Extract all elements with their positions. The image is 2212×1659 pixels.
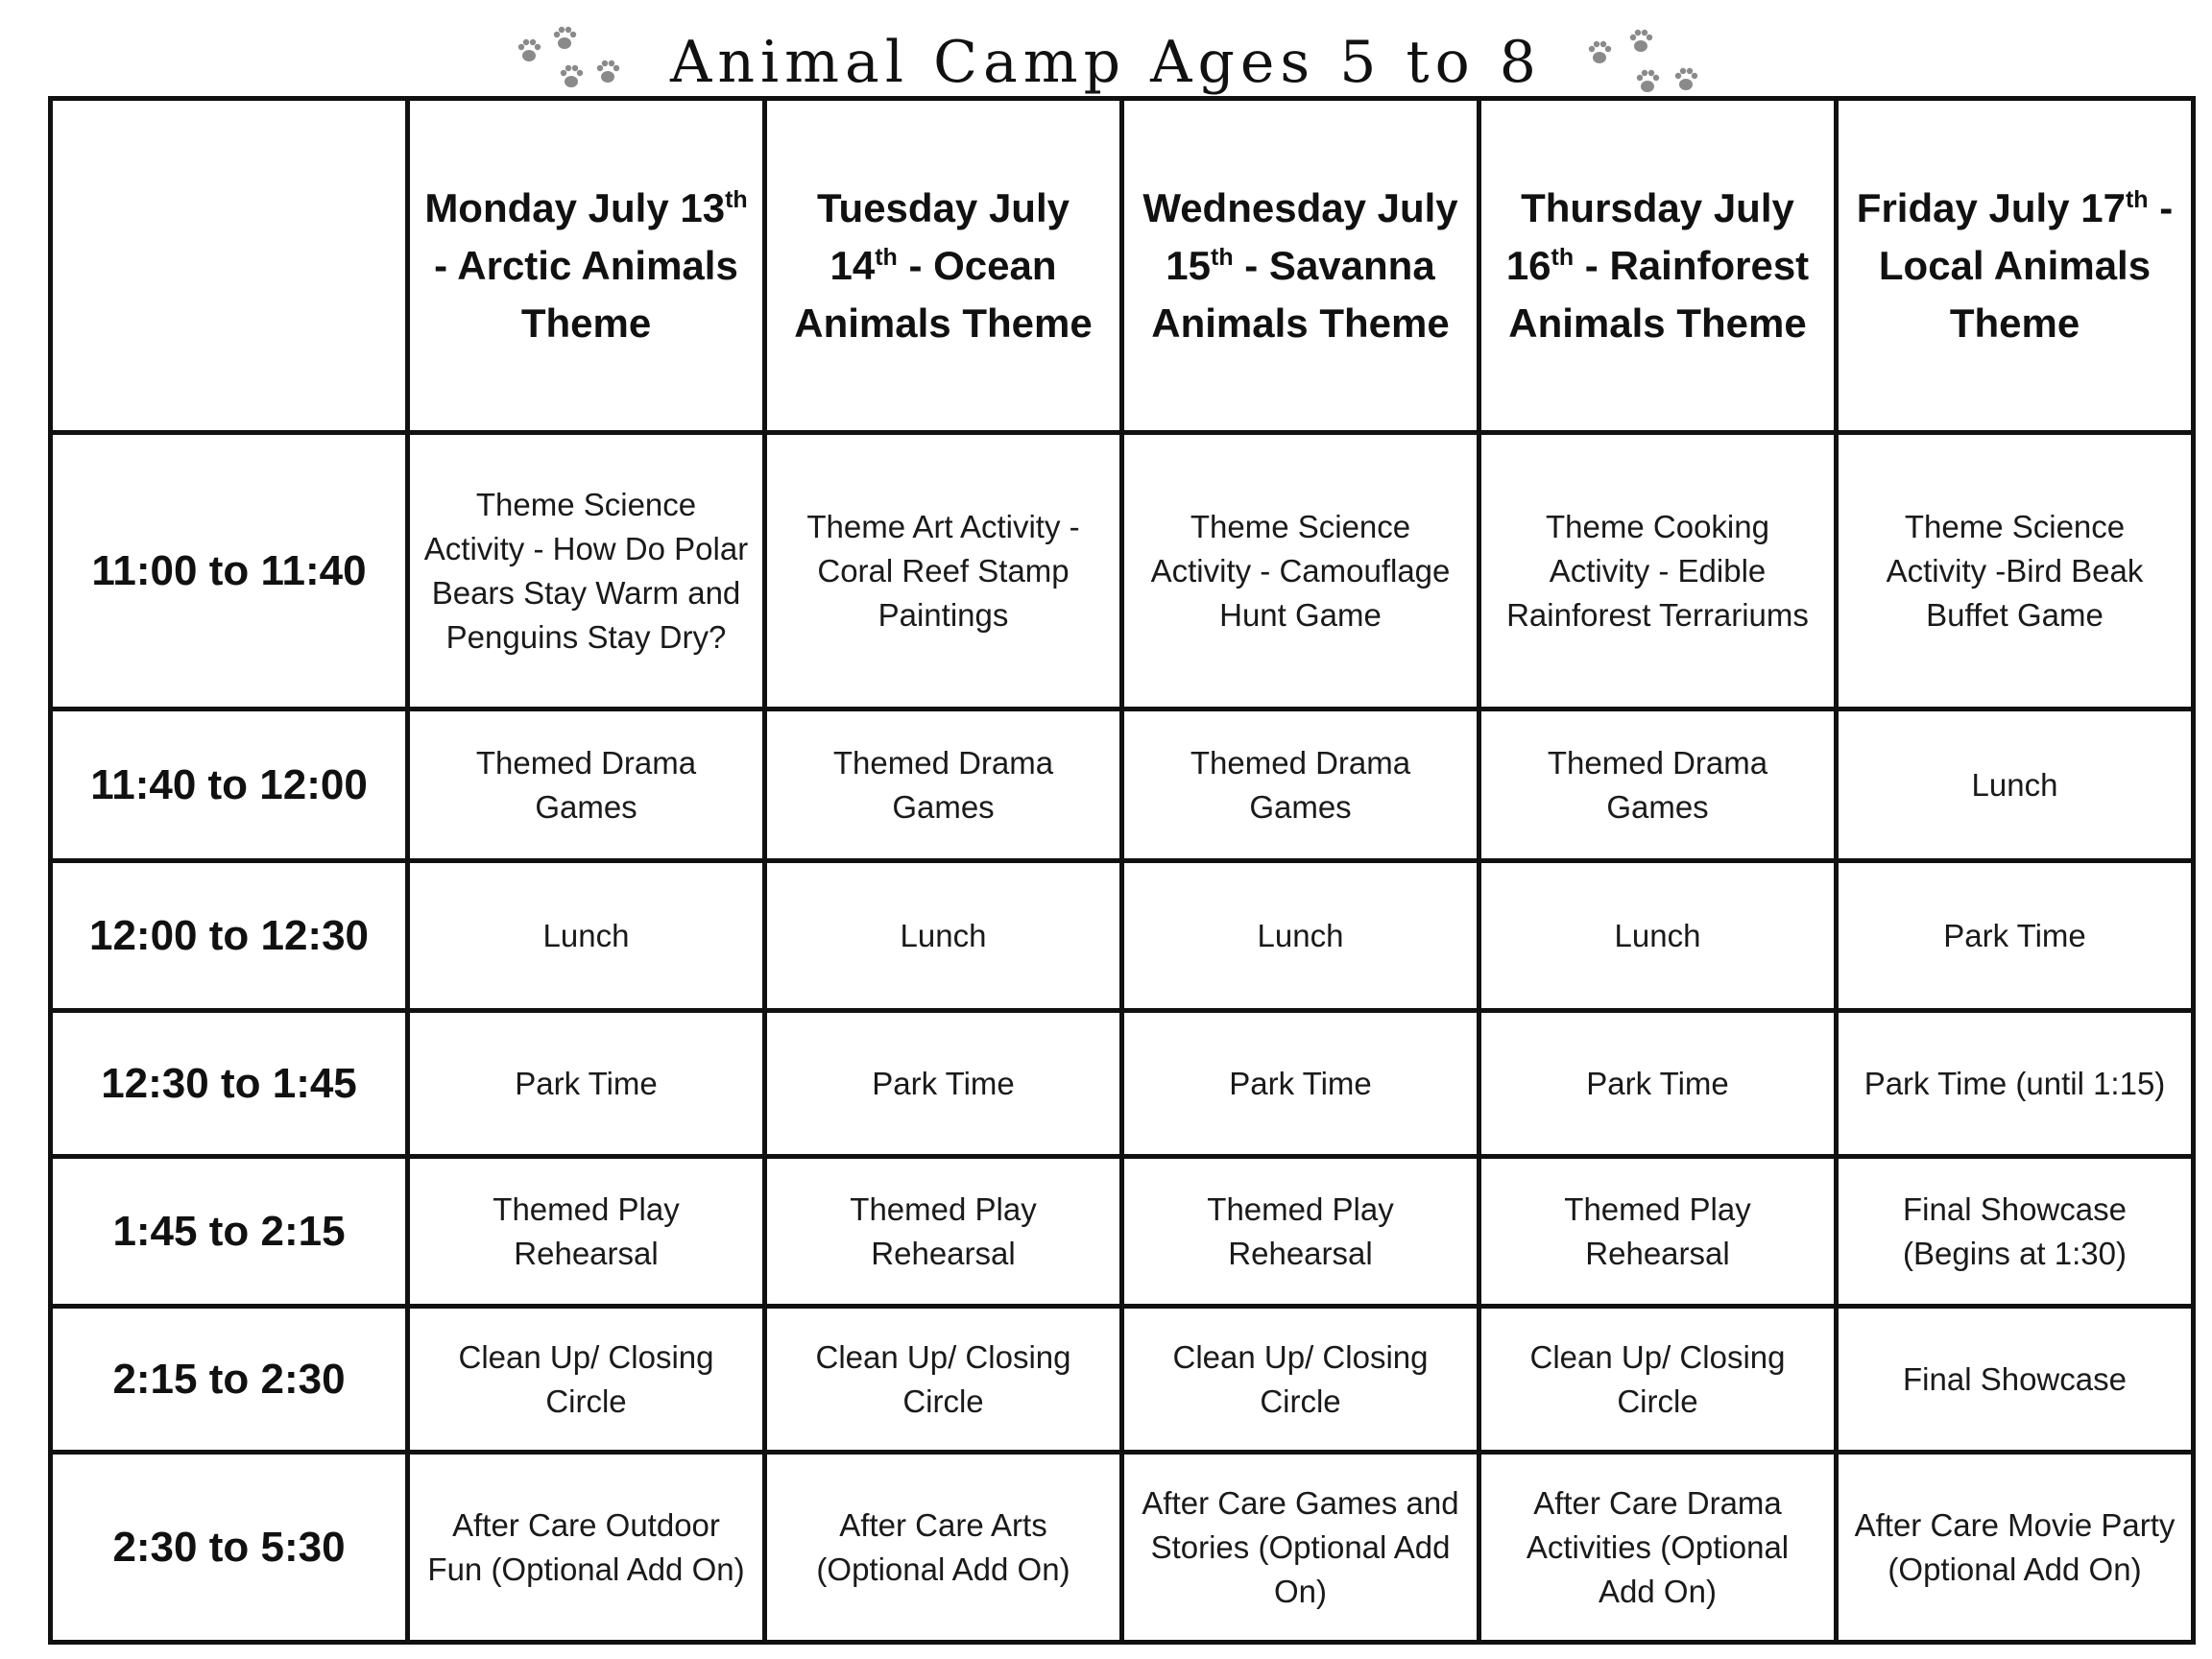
table-row <box>51 1157 2194 1307</box>
activity-cell: Theme Science Activity - How Do Polar Bears Stay Warm and Penguins Stay Dry? <box>408 433 765 709</box>
time-slot-label: 1:45 to 2:15 <box>51 1157 408 1307</box>
activity-cell: Final Showcase (Begins at 1:30) <box>1837 1157 2194 1307</box>
activity-cell: Themed Play Rehearsal <box>765 1157 1122 1307</box>
paw-cluster-left <box>507 19 632 106</box>
activity-cell: Themed Play Rehearsal <box>1479 1157 1837 1307</box>
activity-cell: Park Time <box>1837 861 2194 1011</box>
activity-cell: Park Time <box>1479 1011 1837 1157</box>
time-slot-label: 12:30 to 1:45 <box>51 1011 408 1157</box>
day-header-monday: Monday July 13th - Arctic Animals Theme <box>408 99 765 433</box>
activity-cell: Park Time <box>408 1011 765 1157</box>
activity-cell: Themed Drama Games <box>1479 709 1837 861</box>
title-bar <box>0 19 2212 106</box>
activity-cell: After Care Outdoor Fun (Optional Add On) <box>408 1453 765 1643</box>
activity-cell: Lunch <box>1122 861 1479 1011</box>
time-slot-label: 12:00 to 12:30 <box>51 861 408 1011</box>
table-row <box>51 861 2194 1011</box>
activity-cell: Park Time <box>1122 1011 1479 1157</box>
paw-print-icon <box>515 36 543 65</box>
table-row <box>51 1453 2194 1643</box>
day-header-friday: Friday July 17th - Local Animals Theme <box>1837 99 2194 433</box>
activity-cell: Park Time <box>765 1011 1122 1157</box>
activity-cell: After Care Arts (Optional Add On) <box>765 1453 1122 1643</box>
activity-cell: Theme Art Activity - Coral Reef Stamp Paintings <box>765 433 1122 709</box>
schedule-table <box>48 96 2196 1645</box>
activity-cell: After Care Games and Stories (Optional Add On) <box>1122 1453 1479 1643</box>
activity-cell: Theme Science Activity - Camouflage Hunt Game <box>1122 433 1479 709</box>
table-row <box>51 1307 2194 1453</box>
paw-print-icon <box>550 24 579 53</box>
day-header-thursday: Thursday July 16th - Rainforest Animals Theme <box>1479 99 1837 433</box>
activity-cell: Theme Cooking Activity - Edible Rainforest Terrariums <box>1479 433 1837 709</box>
corner-cell <box>51 99 408 433</box>
activity-cell: Lunch <box>765 861 1122 1011</box>
activity-cell: Themed Play Rehearsal <box>408 1157 765 1307</box>
paw-print-icon <box>1585 38 1614 67</box>
activity-cell: Park Time (until 1:15) <box>1837 1011 2194 1157</box>
paw-print-icon <box>557 62 586 91</box>
time-slot-label: 2:15 to 2:30 <box>51 1307 408 1453</box>
time-slot-label: 11:40 to 12:00 <box>51 709 408 861</box>
activity-cell: Final Showcase <box>1837 1307 2194 1453</box>
activity-cell: Themed Drama Games <box>408 709 765 861</box>
activity-cell: Clean Up/ Closing Circle <box>1122 1307 1479 1453</box>
time-slot-label: 11:00 to 11:40 <box>51 433 408 709</box>
activity-cell: Clean Up/ Closing Circle <box>1479 1307 1837 1453</box>
activity-cell: Lunch <box>1837 709 2194 861</box>
activity-cell: Themed Drama Games <box>765 709 1122 861</box>
table-row <box>51 1011 2194 1157</box>
paw-cluster-right <box>1580 19 1705 106</box>
activity-cell: Themed Drama Games <box>1122 709 1479 861</box>
activity-cell: Clean Up/ Closing Circle <box>765 1307 1122 1453</box>
table-row <box>51 709 2194 861</box>
paw-print-icon <box>593 58 622 86</box>
time-slot-label: 2:30 to 5:30 <box>51 1453 408 1643</box>
activity-cell: After Care Movie Party (Optional Add On) <box>1837 1453 2194 1643</box>
page-title: Animal Camp Ages 5 to 8 <box>670 29 1542 96</box>
day-header-wednesday: Wednesday July 15th - Savanna Animals Theme <box>1122 99 1479 433</box>
table-row <box>51 433 2194 709</box>
day-header-tuesday: Tuesday July 14th - Ocean Animals Theme <box>765 99 1122 433</box>
header-row <box>51 99 2194 433</box>
activity-cell: Clean Up/ Closing Circle <box>408 1307 765 1453</box>
activity-cell: Theme Science Activity -Bird Beak Buffet Game <box>1837 433 2194 709</box>
paw-print-icon <box>1626 27 1655 56</box>
activity-cell: Themed Play Rehearsal <box>1122 1157 1479 1307</box>
paw-print-icon <box>1671 65 1700 94</box>
activity-cell: After Care Drama Activities (Optional Add On) <box>1479 1453 1837 1643</box>
activity-cell: Lunch <box>1479 861 1837 1011</box>
paw-print-icon <box>1633 67 1662 96</box>
activity-cell: Lunch <box>408 861 765 1011</box>
